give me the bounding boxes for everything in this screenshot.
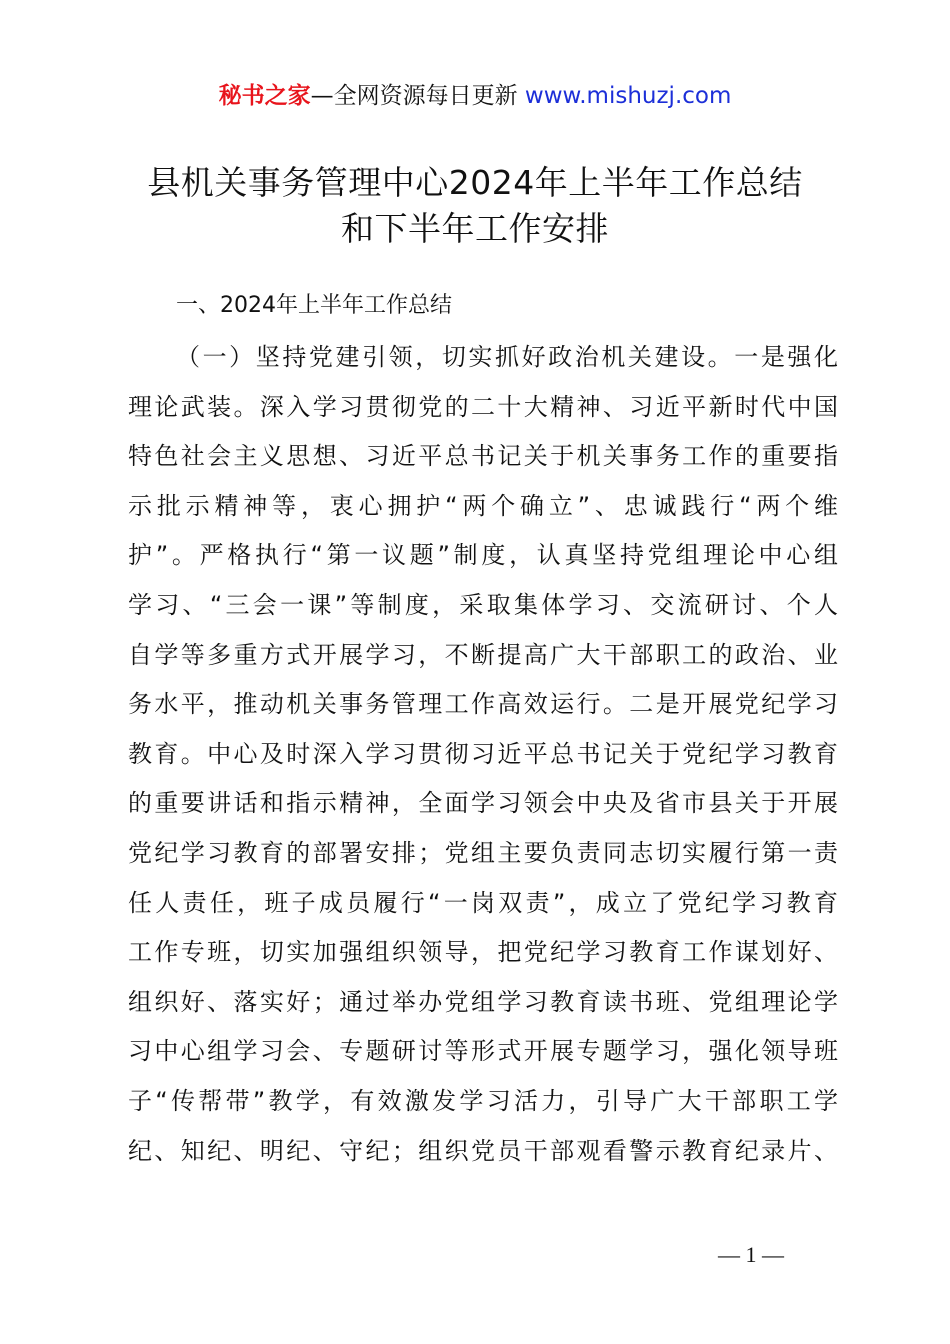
paragraph-line: 任人责任，班子成员履行“一岗双责”，成立了党纪学习教育 [128, 888, 838, 917]
body-paragraph [128, 333, 838, 1176]
paragraph-line: 教育。中心及时深入学习贯彻习近平总书记关于党纪学习教育 [128, 739, 838, 768]
site-banner [0, 78, 950, 114]
paragraph-line: 护”。严格执行“第一议题”制度，认真坚持党组理论中心组 [128, 541, 838, 570]
paragraph-line: 工作专班，切实加强组织领导，把党纪学习教育工作谋划好、 [128, 938, 838, 967]
brand-name: 秘书之家 [218, 83, 311, 109]
title-line-1: 县机关事务管理中心2024年上半年工作总结 [147, 163, 803, 202]
paragraph-line: 纪、知纪、明纪、守纪；组织党员干部观看警示教育纪录片、 [128, 1136, 838, 1165]
banner-slogan: 全网资源每日更新 [333, 83, 518, 109]
paragraph-line: 习中心组学习会、专题研讨等形式开展专题学习，强化领导班 [128, 1037, 838, 1066]
paragraph-line: 组织好、落实好；通过举办党组学习教育读书班、党组理论学 [128, 987, 838, 1016]
site-url-link[interactable]: www.mishuzj.com [524, 83, 732, 109]
paragraph-line: 示批示精神等，衷心拥护“两个确立”、忠诚践行“两个维 [128, 491, 838, 520]
paragraph-line: （一）坚持党建引领，切实抓好政治机关建设。一是强化 [176, 343, 838, 371]
section-heading: 一、2024年上半年工作总结 [176, 293, 452, 318]
paragraph-line: 子“传帮带”教学，有效激发学习活力，引导广大干部职工学 [128, 1086, 838, 1115]
paragraph-line: 务水平，推动机关事务管理工作高效运行。二是开展党纪学习 [128, 690, 838, 719]
banner-dash: — [310, 83, 334, 109]
paragraph-line: 学习、“三会一课”等制度，采取集体学习、交流研讨、个人 [128, 590, 838, 619]
title-line-2: 和下半年工作安排 [341, 209, 609, 248]
paragraph-line: 党纪学习教育的部署安排；党组主要负责同志切实履行第一责 [128, 838, 838, 867]
document-title [60, 160, 890, 252]
page-number: — 1 — [718, 1242, 784, 1267]
paragraph-line: 特色社会主义思想、习近平总书记关于机关事务工作的重要指 [128, 442, 838, 471]
paragraph-line: 的重要讲话和指示精神，全面学习领会中央及省市县关于开展 [128, 789, 838, 818]
paragraph-line: 理论武装。深入学习贯彻党的二十大精神、习近平新时代中国 [128, 392, 838, 421]
paragraph-line: 自学等多重方式开展学习，不断提高广大干部职工的政治、业 [128, 640, 838, 669]
